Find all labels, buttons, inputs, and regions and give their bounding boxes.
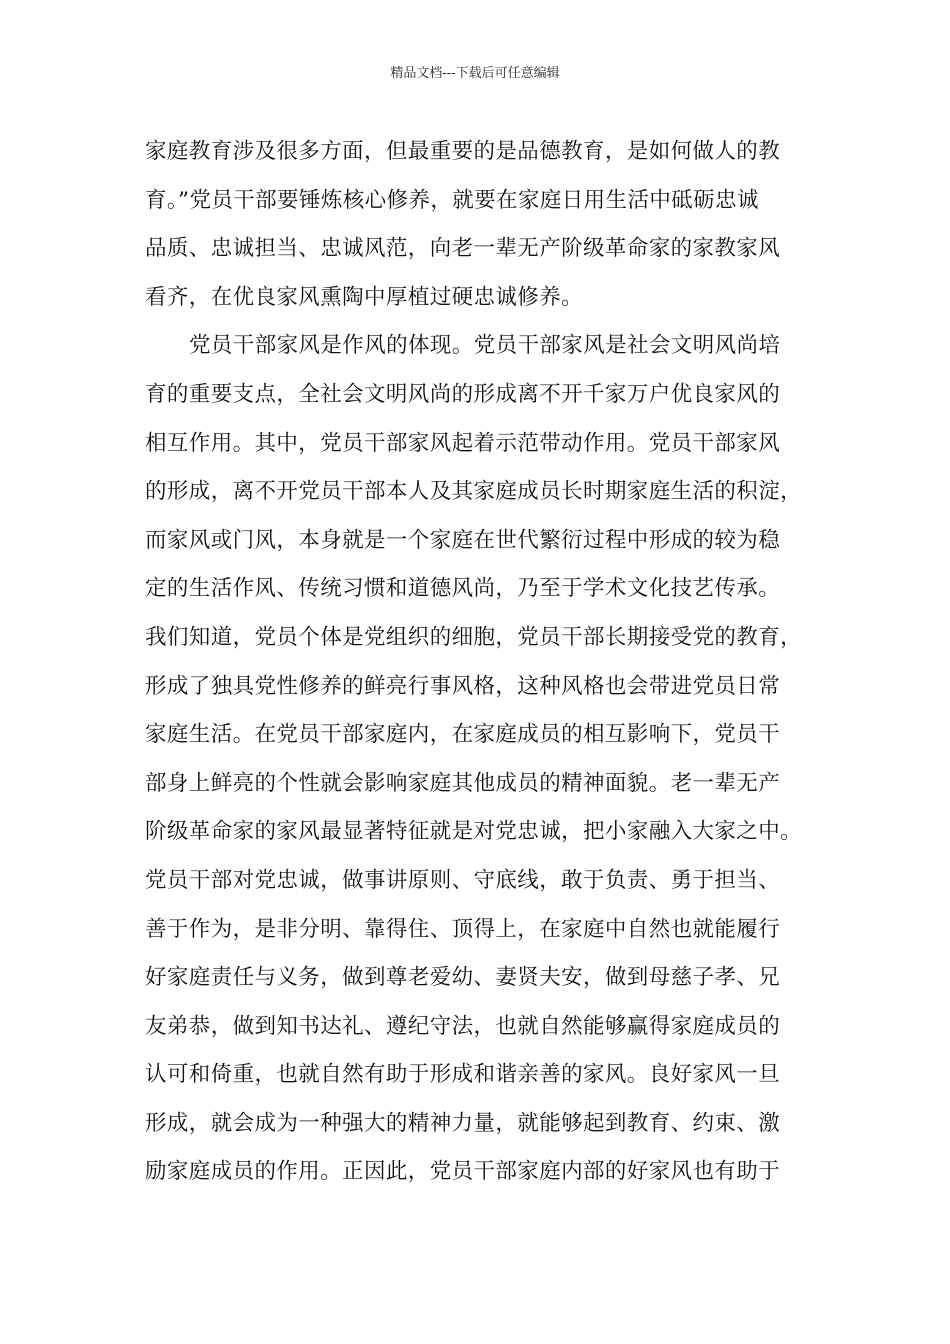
text-line: 我们知道，党员个体是党组织的细胞，党员干部长期接受党的教育， (145, 624, 803, 650)
text-line: 形成，就会成为一种强大的精神力量，就能够起到教育、约束、激 (145, 1110, 781, 1136)
text-line: 看齐，在优良家风熏陶中厚植过硬忠诚修养。 (145, 284, 584, 310)
text-line: 友弟恭，做到知书达礼、遵纪守法，也就自然能够赢得家庭成员的 (145, 1013, 781, 1039)
text-line: 善于作为，是非分明、靠得住、顶得上，在家庭中自然也就能履行 (145, 916, 781, 942)
text-line: 认可和倚重，也就自然有助于形成和谐亲善的家风。良好家风一旦 (145, 1062, 781, 1088)
text-line: 好家庭责任与义务，做到尊老爱幼、妻贤夫安，做到母慈子孝、兄 (145, 965, 781, 991)
text-line: 品质、忠诚担当、忠诚风范，向老一辈无产阶级革命家的家教家风 (145, 236, 781, 262)
text-line: 党员干部对党忠诚，做事讲原则、守底线，敢于负责、勇于担当、 (145, 867, 781, 893)
page-header: 精品文档---下载后可任意编辑 (390, 66, 560, 81)
text-line: 家庭教育涉及很多方面，但最重要的是品德教育，是如何做人的教 (145, 139, 781, 164)
document-body (145, 128, 825, 1197)
text-line: 阶级革命家的家风最显著特征就是对党忠诚，把小家融入大家之中。 (145, 819, 803, 845)
text-line: 家庭生活。在党员干部家庭内，在家庭成员的相互影响下，党员干 (145, 722, 781, 748)
text-line: 部身上鲜亮的个性就会影响家庭其他成员的精神面貌。老一辈无产 (145, 770, 781, 796)
text-line: 定的生活作风、传统习惯和道德风尚，乃至于学术文化技艺传承。 (145, 576, 781, 602)
text-line: 励家庭成员的作用。正因此，党员干部家庭内部的好家风也有助于 (145, 1159, 781, 1185)
text-line: 形成了独具党性修养的鲜亮行事风格，这种风格也会带进党员日常 (145, 673, 781, 699)
text-line: 的形成，离不开党员干部本人及其家庭成员长时期家庭生活的积淀， (145, 479, 803, 505)
text-line: 而家风或门风，本身就是一个家庭在世代繁衍过程中形成的较为稳 (145, 527, 781, 553)
paragraph-first-line: 党员干部家风是作风的体现。党员干部家风是社会文明风尚培 (189, 333, 781, 359)
text-line: 相互作用。其中，党员干部家风起着示范带动作用。党员干部家风 (145, 430, 781, 456)
text-line: 育。”党员干部要锤炼核心修养，就要在家庭日用生活中砥砺忠诚 (145, 187, 759, 213)
text-line: 育的重要支点，全社会文明风尚的形成离不开千家万户优良家风的 (145, 381, 781, 407)
